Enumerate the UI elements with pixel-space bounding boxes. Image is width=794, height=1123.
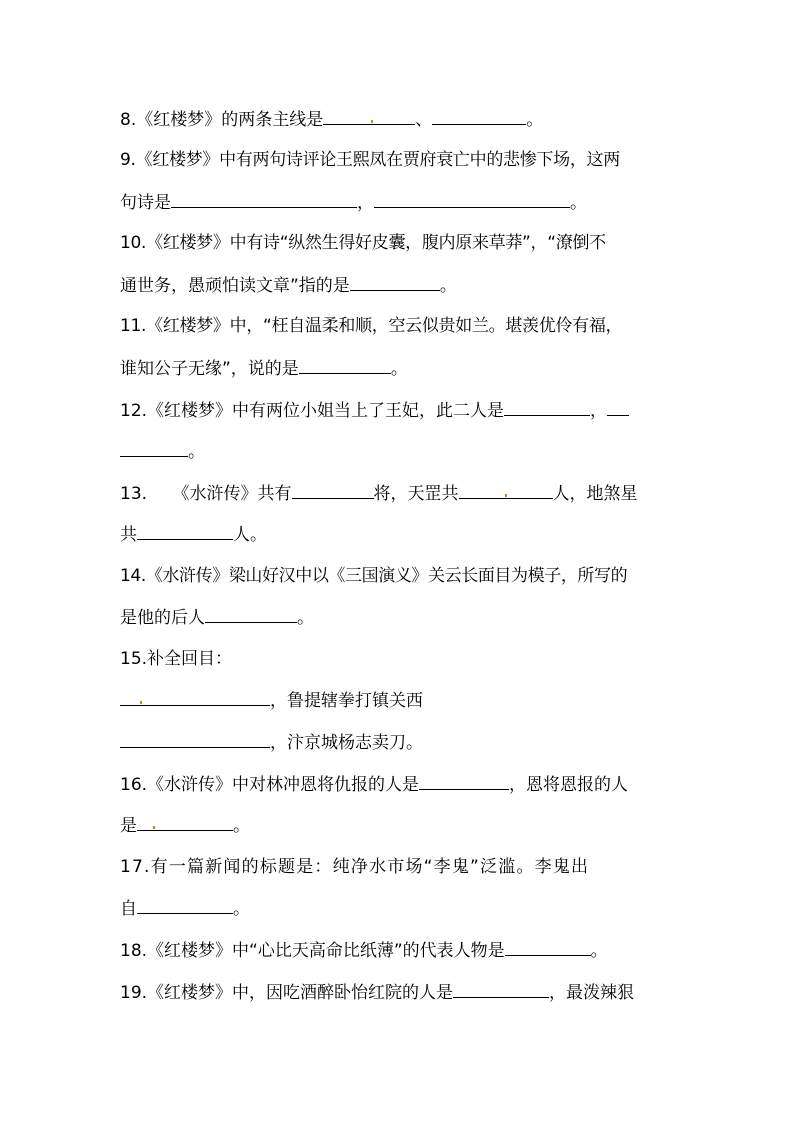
- q13-text: 13. 《水浒传》共有: [120, 484, 292, 504]
- question-13-line-1: [120, 481, 680, 505]
- q11-blank[interactable]: [299, 356, 391, 374]
- q17-blank[interactable]: [137, 896, 233, 914]
- q12-text: 12.《红楼梦》中有两位小姐当上了王妃，此二人是: [120, 401, 505, 421]
- q14-end: 。: [297, 608, 314, 628]
- q16-text-3: 是: [120, 816, 137, 836]
- q13-text-2: 将，天罡共: [373, 484, 459, 504]
- q13-text-4: 共: [120, 525, 137, 545]
- q8-blank-1[interactable]: [323, 107, 415, 125]
- q8-end: 。: [526, 110, 544, 130]
- q18-text: 18.《红楼梦》中“心比天高命比纸薄”的代表人物是: [120, 941, 505, 961]
- q19-text: 19.《红楼梦》中，因吃酒醉卧怡红院的人是: [120, 983, 454, 1003]
- q12-blank-2-start[interactable]: [607, 398, 629, 416]
- q12-blank-2-end[interactable]: [120, 439, 188, 457]
- q16-blank-2[interactable]: [137, 813, 233, 831]
- q13-blank-1[interactable]: [292, 481, 374, 499]
- q10-end: 。: [439, 276, 457, 296]
- question-12-line-2: [120, 439, 680, 463]
- q16-end: 。: [233, 816, 250, 836]
- q16-blank-1[interactable]: [419, 772, 509, 790]
- question-15-row-2: [120, 730, 680, 754]
- question-16-line-2: [120, 813, 680, 837]
- q18-blank[interactable]: [505, 938, 591, 956]
- q14-blank[interactable]: [205, 605, 297, 623]
- q9-blank-2[interactable]: [374, 190, 570, 208]
- q9-sep: ，: [357, 193, 374, 213]
- q17-text: 自: [120, 899, 137, 919]
- mark-dot: [371, 120, 373, 123]
- q10-text: 通世务，愚顽怕读文章”指的是: [120, 276, 350, 296]
- q9-blank-1[interactable]: [171, 190, 357, 208]
- question-10-line-2: [120, 273, 680, 297]
- question-17-line-2: [120, 896, 680, 920]
- q15-row-2-text: ，汴京城杨志卖刀。: [270, 733, 423, 753]
- q17-end: 。: [233, 899, 250, 919]
- question-15-row-1: [120, 688, 680, 712]
- q8-text: 8.《红楼梦》的两条主线是: [120, 110, 324, 130]
- question-11-line-1: 11.《红楼梦》中，“枉自温柔和顺，空云似贵如兰。堪羡优伶有福，: [120, 316, 623, 336]
- mark-dot: [505, 494, 507, 497]
- question-18: [120, 938, 680, 962]
- q15-blank-2[interactable]: [120, 730, 270, 748]
- q9-end: 。: [570, 193, 587, 213]
- mark-dot: [140, 701, 142, 704]
- q12-sep: ，: [590, 401, 608, 421]
- question-9-line-1: 9.《红楼梦》中有两句诗评论王熙凤在贾府衰亡中的悲惨下场，这两: [120, 150, 620, 170]
- q9-text: 句诗是: [120, 193, 171, 213]
- question-10-line-1: 10.《红楼梦》中有诗“纵然生得好皮囊，腹内原来草莽”，“潦倒不: [120, 233, 606, 253]
- q12-end: 。: [188, 442, 205, 462]
- question-14-line-2: [120, 605, 680, 629]
- q19-text-2: ，最泼辣狠: [549, 983, 635, 1003]
- q13-text-3: 人，地煞星: [552, 484, 638, 504]
- question-12-line-1: [120, 398, 680, 422]
- question-17-line-1: 17.有一篇新闻的标题是：纯净水市场“李鬼”泛滥。李鬼出: [120, 857, 590, 877]
- q12-blank-1[interactable]: [504, 398, 590, 416]
- q13-blank-3[interactable]: [137, 522, 233, 540]
- question-16-line-1: [120, 772, 680, 796]
- question-11-line-2: [120, 356, 680, 380]
- q8-sep: 、: [415, 110, 433, 130]
- question-14-line-1: 14.《水浒传》梁山好汉中以《三国演义》关云长面目为模子，所写的: [120, 566, 628, 586]
- q11-text: 谁知公子无缘”，说的是: [120, 359, 299, 379]
- q15-blank-1[interactable]: [120, 688, 270, 706]
- question-8: [120, 107, 680, 131]
- q18-end: 。: [590, 941, 608, 961]
- q15-row-1-text: ，鲁提辖拳打镇关西: [270, 691, 423, 711]
- question-9-line-2: [120, 190, 680, 214]
- question-19: [120, 980, 680, 1004]
- q13-blank-2[interactable]: [459, 481, 553, 499]
- mark-dot: [153, 826, 155, 829]
- q16-text-2: ，恩将恩报的人: [509, 775, 629, 795]
- q14-text: 是他的后人: [120, 608, 205, 628]
- question-15-title: 15.补全回目：: [120, 649, 233, 669]
- question-13-line-2: [120, 522, 680, 546]
- q13-end: 人。: [233, 525, 267, 545]
- q16-text: 16.《水浒传》中对林冲恩将仇报的人是: [120, 775, 420, 795]
- q19-blank[interactable]: [453, 980, 549, 998]
- q10-blank[interactable]: [350, 273, 440, 291]
- q11-end: 。: [390, 359, 408, 379]
- q8-blank-2[interactable]: [432, 107, 526, 125]
